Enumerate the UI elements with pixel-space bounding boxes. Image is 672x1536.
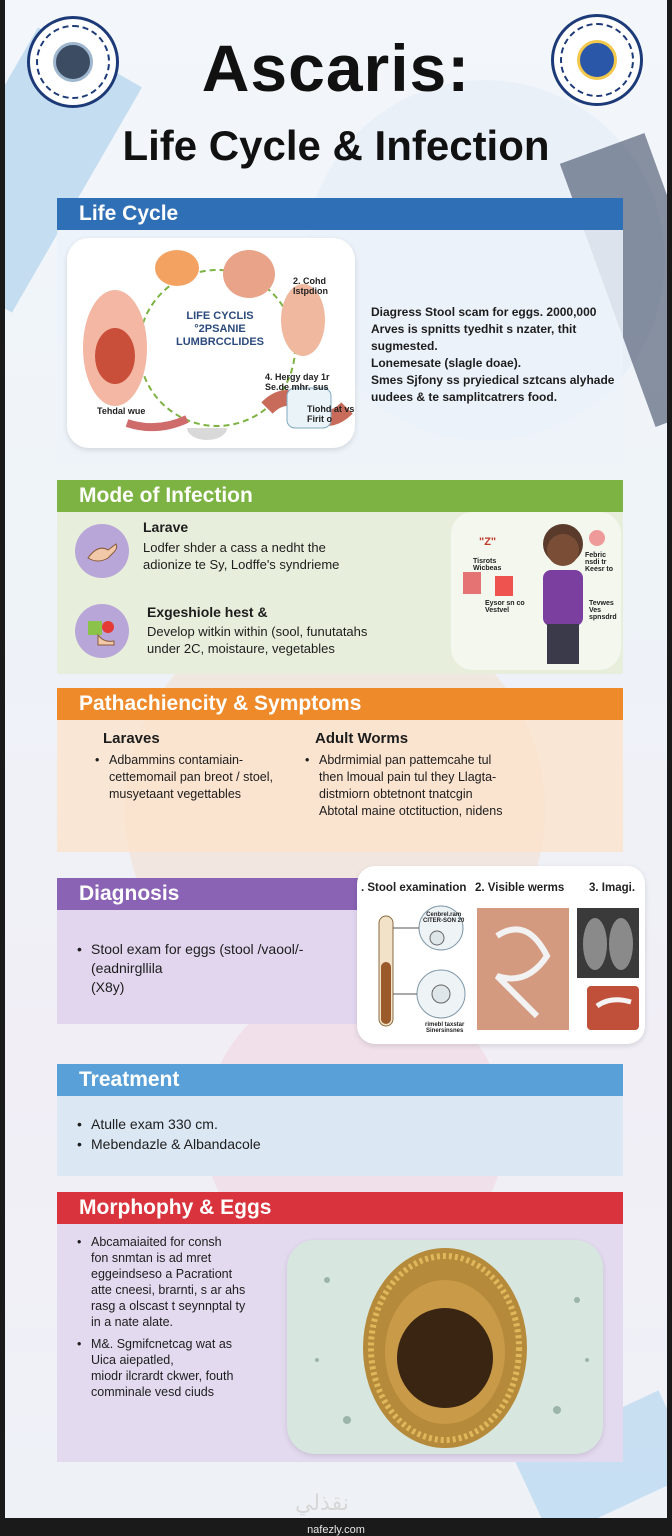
diagnosis-illustrations: [357, 866, 645, 1044]
life-cycle-line-5: Smes Sjfony ss pryiedical sztcans alyhade: [371, 373, 615, 387]
diagnosis-heading: Diagnosis: [57, 878, 367, 910]
infection-item-2-text: Develop witkin within (sool, funutatahs under 2C, moistaure, vegetables: [147, 624, 368, 656]
morphology-list: [75, 1234, 295, 1400]
diagram-label-2: 4. Hergy day 1r Se.de mhr. sus: [265, 372, 330, 392]
page-title: Ascaris:: [201, 31, 471, 105]
tube-circle-label: Cenbrel.ram CITER-SON 20: [423, 912, 465, 924]
site-footer: nafezly.com: [307, 1524, 365, 1536]
figure-label-z: "Z": [479, 536, 497, 548]
tube-caption: rimebl taxstar Sinersinsnes: [425, 1022, 465, 1034]
ascaris-egg-image: [287, 1240, 603, 1454]
infection-figure: [451, 512, 621, 670]
diagnosis-label-imaging: 3. Imagi.: [589, 882, 636, 894]
page-subtitle: Life Cycle & Infection: [122, 122, 550, 169]
infographic-poster: [5, 0, 667, 1518]
life-cycle-line-6: uudees & te samplitcatrers food.: [371, 390, 558, 404]
figure-label-4: Eysor sn co Vestvel: [485, 600, 525, 614]
pathogenicity-col1-item: • Adbammins contamiain- cettemomail pan breot / stoel, musyetaant vegettables: [93, 752, 313, 803]
infection-item-1-title: Larave: [143, 519, 189, 535]
diagram-label-3: Tehdal wue: [97, 406, 146, 416]
treatment-item-1: • Atulle exam 330 cm.: [75, 1114, 475, 1134]
hand-icon: [75, 524, 129, 578]
life-cycle-line-2: Arves is spnitts tyedhit s nzater, thit: [371, 322, 577, 336]
infection-item-2-title: Exgeshiole hest &: [147, 604, 268, 620]
treatment-list: [75, 1114, 475, 1154]
morphology-item-1: • Abcamaiaited for consh fon snmtan is ad mret eggeindseso a Pacrationt atte cneesi, brarnti, s ar ahs rasg a olscast t seynnptal ty in a nate alate.: [75, 1234, 295, 1330]
treatment-heading: Treatment: [57, 1064, 623, 1096]
life-cycle-heading: Life Cycle: [57, 198, 623, 230]
life-cycle-text: [371, 304, 621, 406]
life-cycle-line-1: Diagress Stool scam for eggs. 2000,000: [371, 305, 597, 319]
pathogenicity-col1-list: [93, 752, 313, 803]
life-cycle-line-4: Lonemesate (slagle doae).: [371, 356, 522, 370]
pathogenicity-col2-item: • Abdrmimial pan pattemcahe tul then lmoual pain tul they Llagta- distmiorn obtetnont tnatcgin Abtotal maine otctituction, nidens: [303, 752, 603, 820]
life-cycle-diagram: [67, 238, 355, 448]
morphology-heading: Morphophy & Eggs: [57, 1192, 623, 1224]
infection-item-1-text: Lodfer shder a cass a nedht the adionize te Sy, Lodffe's syndrieme: [143, 540, 340, 572]
morphology-item-2: • M&. Sgmifcnetcag wat as Uica aiepatled, miodr ilcrardt ckwer, fouth comminale vesd ciuds: [75, 1336, 295, 1400]
treatment-item-2: • Mebendazle & Albandacole: [75, 1134, 475, 1154]
diagnosis-label-worms: 2. Visible werms: [475, 882, 565, 894]
diagram-label-4: Tiohd at vs Firit o: [307, 404, 355, 424]
pathogenicity-col2-title: Adult Worms: [315, 730, 409, 747]
diagram-label-1: 2. Cohd Istpdion: [293, 276, 328, 296]
figure-label-2: Tisrots Wicbeas: [473, 558, 502, 572]
pathogenicity-col2-list: [303, 752, 603, 820]
diagnosis-images-card: [357, 866, 645, 1044]
child-illustration: [451, 512, 621, 670]
pathogenicity-heading: Pathachiencity & Symptoms: [57, 688, 623, 720]
vegetables-icon: [75, 604, 129, 658]
diagram-center-title: LIFE CYCLIS °2PSANIE LUMBRCCLIDES: [176, 310, 264, 348]
pathogenicity-col1-title: Laraves: [103, 730, 160, 747]
diagnosis-label-stool: . Stool examination: [361, 882, 467, 894]
life-cycle-line-3: sugmested.: [371, 339, 438, 353]
mode-infection-heading: Mode of Infection: [57, 480, 623, 512]
egg-micrograph: [287, 1240, 603, 1454]
diagnosis-item: • Stool exam for eggs (stool /vaool/- (eadnirgllila (X8y): [75, 940, 365, 997]
arabic-watermark: نقذلي: [295, 1490, 349, 1515]
figure-label-5: Tevwes Ves spnsdrd: [589, 600, 617, 621]
diagnosis-list: [75, 940, 365, 997]
figure-label-3: Febric nsdi tr Keesr to: [585, 552, 614, 573]
